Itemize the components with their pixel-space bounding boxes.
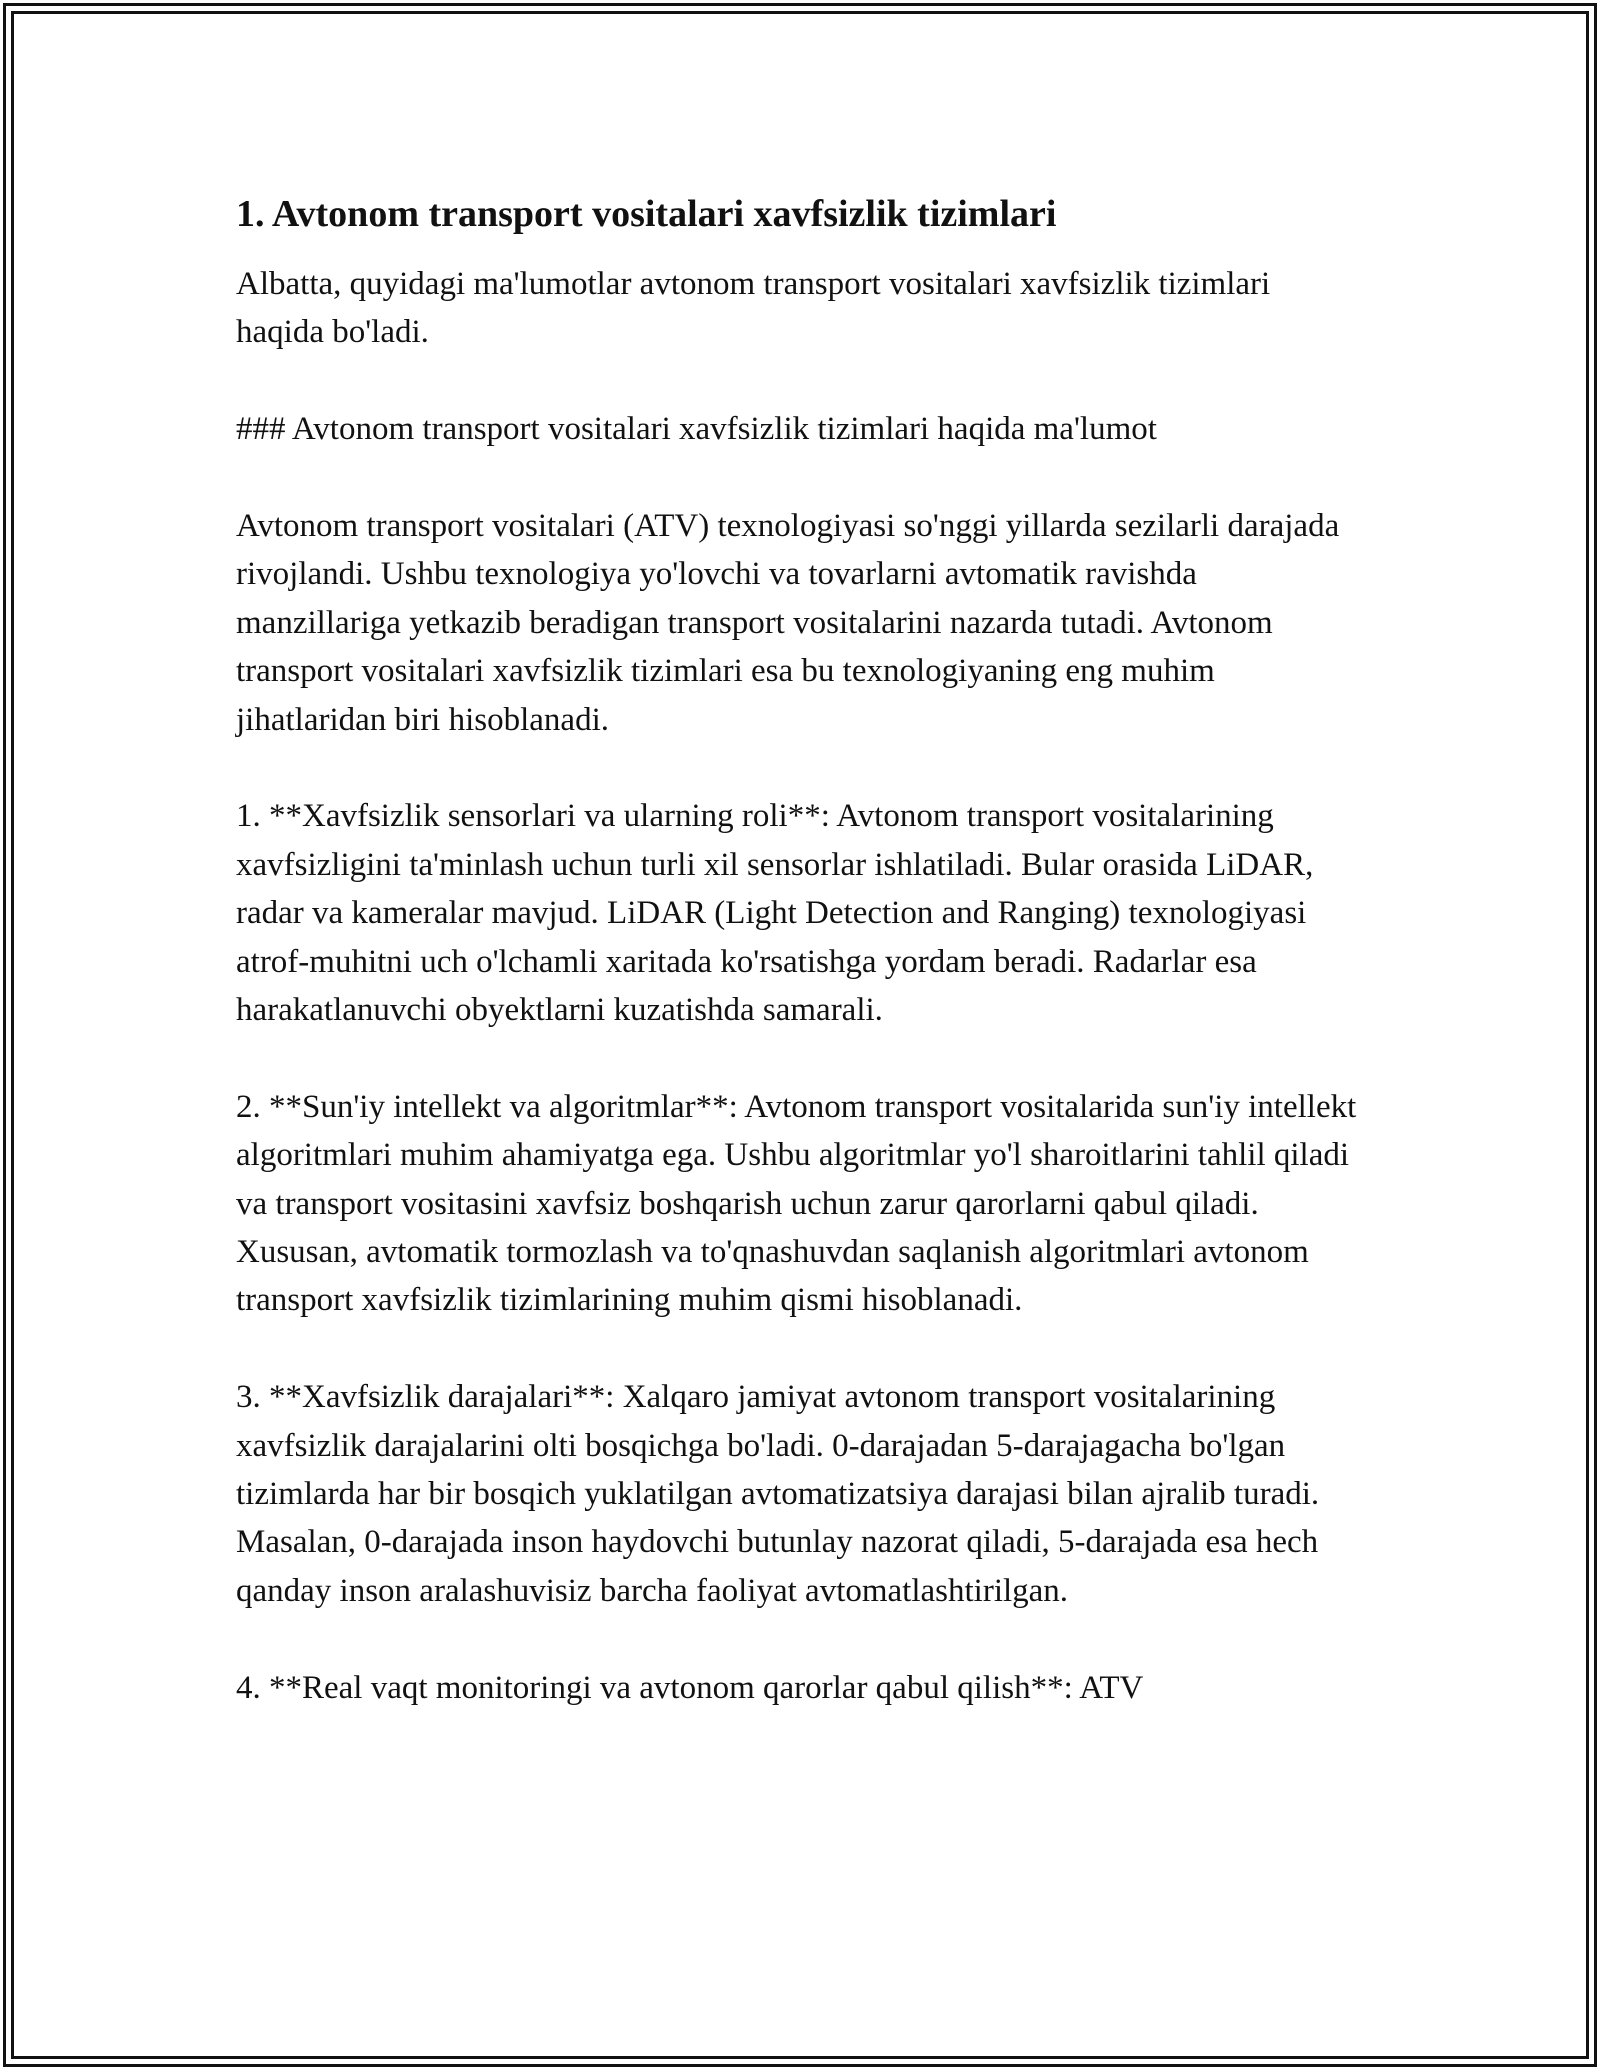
document-body bbox=[236, 190, 1366, 1712]
list-item-ai-algorithms: 2. **Sun'iy intellekt va algoritmlar**: Avtonom transport vositalarida sun'iy intellekt algoritmlari muhim ahamiyatga ega. Ushbu algoritmlar yo'l sharoitlarini tahlil qiladi va transport vositasini xavfsiz boshqarish uchun zarur qarorlarni qabul qiladi. Xususan, avtomatik tormozlash va to'qnashuvdan saqlanish algoritmlari avtonom transport xavfsizlik tizimlarining muhim qismi hisoblanadi. bbox=[236, 1088, 1357, 1319]
section-heading-paragraph: ### Avtonom transport vositalari xavfsizlik tizimlari haqida ma'lumot bbox=[236, 411, 1157, 448]
list-item-realtime-monitoring: 4. **Real vaqt monitoringi va avtonom qarorlar qabul qilish**: ATV bbox=[236, 1669, 1144, 1706]
intro-paragraph: Albatta, quyidagi ma'lumotlar avtonom transport vositalari xavfsizlik tizimlari haqida bo'ladi. bbox=[236, 266, 1271, 351]
document-title: 1. Avtonom transport vositalari xavfsizlik tizimlari bbox=[236, 193, 1057, 235]
list-item-safety-levels: 3. **Xavfsizlik darajalari**: Xalqaro jamiyat avtonom transport vositalarining xavfsizlik darajalarini olti bosqichga bo'ladi. 0-darajadan 5-darajagacha bo'lgan tizimlarda har bir bosqich yuklatilgan avtomatizatsiya darajasi bilan ajralib turadi. Masalan, 0-darajada inson haydovchi butunlay nazorat qiladi, 5-darajada esa hech qanday inson aralashuvisiz barcha faoliyat avtomatlashtirilgan. bbox=[236, 1379, 1320, 1609]
overview-paragraph: Avtonom transport vositalari (ATV) texnologiyasi so'nggi yillarda sezilarli darajada rivojlandi. Ushbu texnologiya yo'lovchi va tovarlarni avtomatik ravishda manzillariga yetkazib beradigan transport vositalarini nazarda tutadi. Avtonom transport vositalari xavfsizlik tizimlari esa bu texnologiyaning eng muhim jihatlaridan biri hisoblanadi. bbox=[236, 508, 1340, 738]
list-item-sensors: 1. **Xavfsizlik sensorlari va ularning roli**: Avtonom transport vositalarining xavfsizligini ta'minlash uchun turli xil sensorlar ishlatiladi. Bular orasida LiDAR, radar va kameralar mavjud. LiDAR (Light Detection and Ranging) texnologiyasi atrof-muhitni uch o'lchamli xaritada ko'rsatishga yordam beradi. Radarlar esa harakatlanuvchi obyektlarni kuzatishda samarali. bbox=[236, 798, 1314, 1029]
